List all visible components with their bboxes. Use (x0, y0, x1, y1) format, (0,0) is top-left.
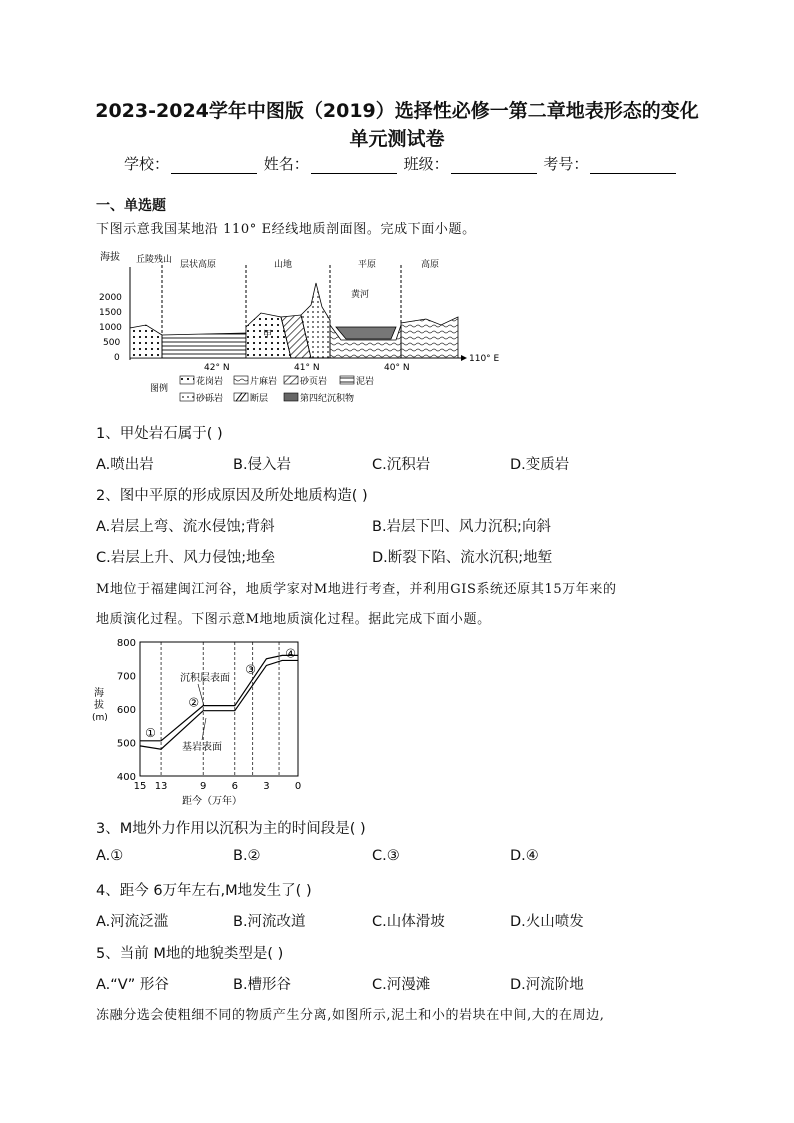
lon-label: 110° E (469, 354, 500, 364)
question-5-stem: 5、当前 M地的地貌类型是( ) (96, 946, 284, 962)
region-high-plateau: 高原 (421, 260, 440, 270)
q5-option-a[interactable]: A.“V” 形谷 (96, 977, 169, 993)
y-tick: 1500 (99, 308, 122, 318)
annotation-bedrock-surface: 基岩表面 (182, 742, 222, 753)
legend-fault: 断层 (250, 394, 269, 404)
q4-option-c[interactable]: C.山体滑坡 (372, 914, 445, 930)
question-4-stem: 4、距今 6万年左右,M地发生了( ) (96, 883, 312, 899)
legend-mudstone: 泥岩 (356, 377, 375, 387)
q4-option-a[interactable]: A.河流泛滥 (96, 914, 169, 930)
page-subtitle: 单元测试卷 (349, 128, 445, 150)
x-axis-label: 距今（万年） (182, 796, 242, 807)
y-tick: 2000 (99, 293, 122, 303)
question-1-stem: 1、甲处岩石属于( ) (96, 426, 223, 442)
exam-number-label: 考号： (543, 155, 589, 173)
elevation-evolution-chart (92, 634, 312, 809)
stage-label: ③ (245, 662, 256, 677)
x-tick-label: 9 (200, 781, 207, 792)
q2-option-c[interactable]: C.岩层上升、风力侵蚀;地垒 (96, 550, 276, 566)
q4-option-d[interactable]: D.火山喷发 (510, 914, 584, 930)
lat-40-label: 40° N (384, 363, 410, 373)
y-tick-label: 600 (116, 705, 136, 716)
page-title: 2023-2024学年中图版（2019）选择性必修一第二章地表形态的变化 (95, 100, 699, 122)
y-tick-label: 800 (116, 638, 136, 649)
q5-option-d[interactable]: D.河流阶地 (510, 977, 584, 993)
y-axis-label: 海拔 (100, 252, 120, 263)
passage-2-line-2: 地质演化过程。下图示意M地地质演化过程。据此完成下面小题。 (96, 612, 491, 627)
q3-option-b[interactable]: B.② (233, 848, 261, 864)
y-tick: 1000 (99, 323, 122, 333)
y-tick: 500 (103, 338, 121, 348)
q4-option-b[interactable]: B.河流改道 (233, 914, 306, 930)
x-tick-label: 3 (263, 781, 270, 792)
region-mountain: 山地 (274, 260, 293, 270)
passage-3: 冻融分选会使粗细不同的物质产生分离,如图所示,泥土和小的岩块在中间,大的在周边, (96, 1008, 605, 1023)
q1-option-a[interactable]: A.喷出岩 (96, 457, 154, 473)
region-plain: 平原 (358, 260, 377, 270)
q3-option-c[interactable]: C.③ (372, 848, 400, 864)
x-tick-label: 13 (154, 781, 168, 792)
x-tick-label: 6 (231, 781, 238, 792)
student-info (124, 153, 678, 174)
q1-option-d[interactable]: D.变质岩 (510, 457, 570, 473)
region-hills: 丘陵残山 (136, 255, 173, 265)
legend-quaternary: 第四纪沉积物 (300, 394, 355, 404)
sediment-surface-line (140, 655, 298, 740)
school-label: 学校： (124, 155, 170, 173)
school-blank (171, 159, 257, 174)
stage-label: ① (145, 726, 156, 741)
y-tick-label: 500 (116, 738, 136, 750)
legend-title: 图例 (150, 384, 169, 394)
lat-42-label: 42° N (204, 363, 230, 373)
stage-label: ② (188, 695, 200, 710)
legend-granite: 花岗岩 (196, 377, 224, 387)
name-blank (311, 159, 397, 174)
name-label: 姓名： (263, 155, 309, 173)
plot-frame (140, 642, 298, 776)
q1-option-b[interactable]: B.侵入岩 (233, 457, 292, 473)
q3-option-a[interactable]: A.① (96, 848, 124, 864)
point-jia-label: 甲 (263, 330, 273, 340)
river-label: 黄河 (351, 290, 370, 300)
question-2-stem: 2、图中平原的形成原因及所处地质构造( ) (96, 488, 368, 504)
legend-sandstone-shale: 砂页岩 (300, 377, 328, 387)
y-axis-unit: (m) (92, 713, 108, 723)
question-3-stem: 3、M地外力作用以沉积为主的时间段是( ) (96, 821, 366, 837)
x-tick-label: 15 (133, 781, 147, 792)
passage-2-line-1: M地位于福建闽江河谷，地质学家对M地进行考查，并利用GIS系统还原其15万年来的 (96, 582, 617, 597)
y-tick-label: 400 (116, 772, 136, 783)
y-axis-label: 海 (94, 688, 104, 699)
x-tick-label: 0 (294, 781, 302, 792)
q2-option-d[interactable]: D.断裂下陷、流水沉积;地堑 (372, 550, 553, 566)
class-label: 班级： (403, 155, 449, 173)
passage-1: 下图示意我国某地沿 110° E经线地质剖面图。完成下面小题。 (96, 222, 476, 237)
section-heading: 一、单选题 (96, 198, 166, 214)
q3-option-d[interactable]: D.④ (510, 848, 539, 864)
class-blank (451, 159, 537, 174)
q2-option-a[interactable]: A.岩层上弯、流水侵蚀;背斜 (96, 519, 275, 535)
stage-label: ④ (285, 646, 297, 661)
q5-option-c[interactable]: C.河漫滩 (372, 977, 431, 993)
legend-conglomerate: 砂砾岩 (196, 394, 224, 404)
y-axis-label-2: 拔 (94, 700, 104, 711)
region-plateau: 层状高原 (180, 260, 217, 270)
exam-number-blank (590, 159, 676, 174)
q2-option-b[interactable]: B.岩层下凹、风力沉积;向斜 (372, 519, 551, 535)
q1-option-c[interactable]: C.沉积岩 (372, 457, 431, 473)
y-tick-label: 700 (116, 671, 136, 683)
legend-gneiss: 片麻岩 (250, 377, 278, 387)
lat-41-label: 41° N (294, 363, 320, 373)
y-tick: 0 (114, 353, 120, 363)
q5-option-b[interactable]: B.槽形谷 (233, 977, 292, 993)
geologic-profile-figure (96, 245, 516, 410)
annotation-sediment-surface: 沉积层表面 (180, 673, 230, 684)
